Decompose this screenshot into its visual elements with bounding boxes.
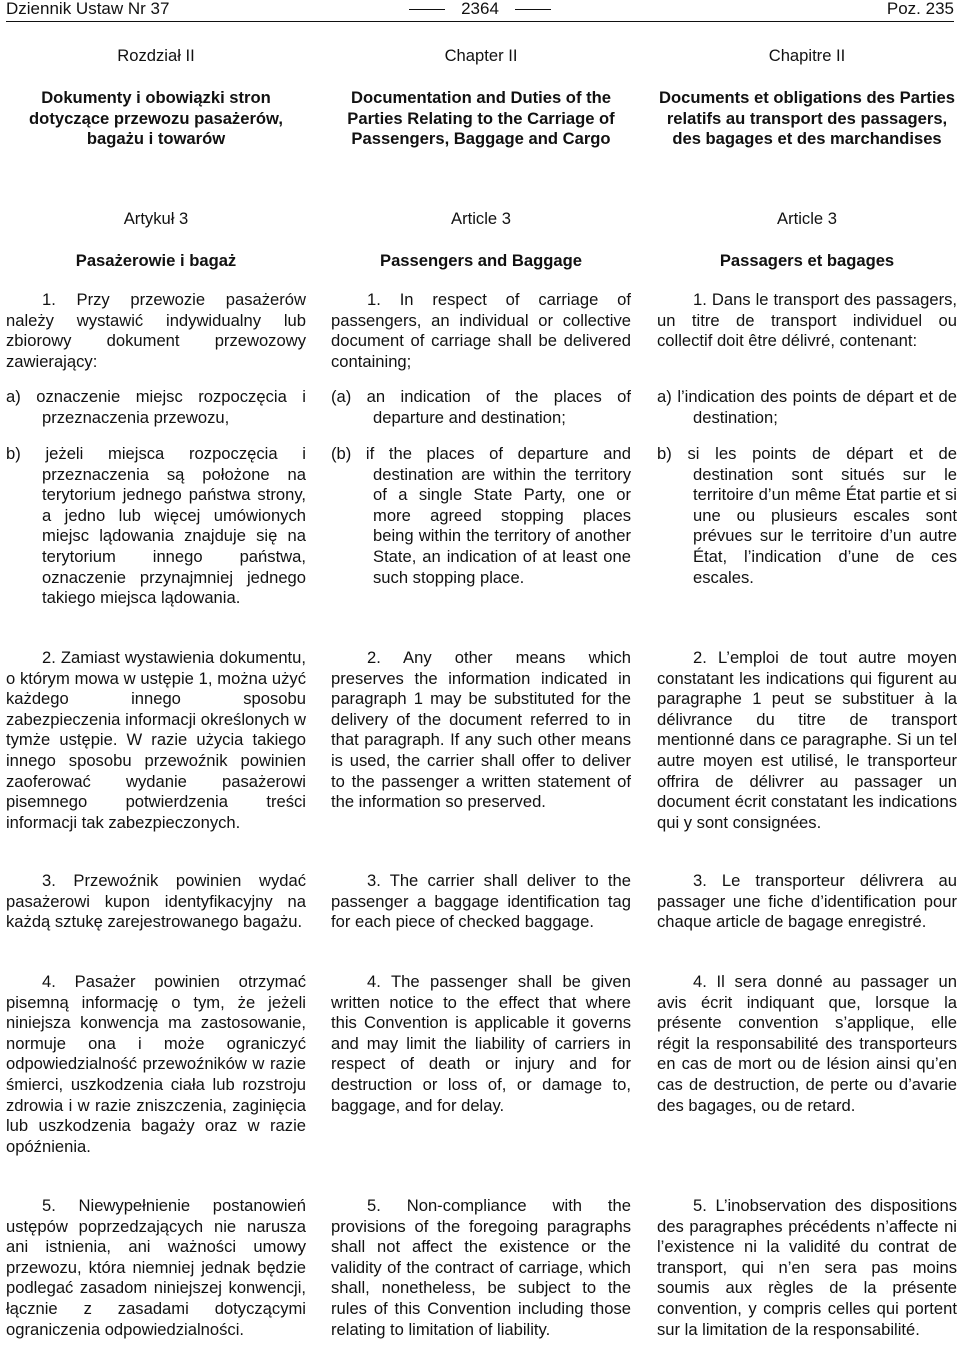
chapter-title: Dokumenty i obowiązki stron dotyczące przewozu pasażerów, bagażu i towarów	[29, 88, 283, 149]
article-label: Article 3	[777, 209, 837, 228]
article-title: Passagers et bagages	[719, 251, 895, 270]
page-number-dash-left	[409, 9, 445, 10]
paragraph-4: 4. Pasażer powinien otrzymać pisemną informację o tym, że jeżeli niniejsza konwencja ma zastosowanie, normuje ona i może ograniczyć odpowiedzialność przewoźników w razie śmierci, uszkodzenia ciała lub rozstroju zdrowia i w razie zniszczenia, zaginięcia lub uszkodzenia bagaży oraz w razie opóźnienia.	[6, 972, 306, 1156]
chapter-label: Chapitre II	[768, 46, 846, 65]
item-a: (a) an indication of the places of departure and destination;	[331, 387, 631, 427]
chapter-label: Rozdział II	[117, 46, 195, 65]
paragraph-3: 3. The carrier shall deliver to the passenger a baggage identification tag for each piece of checked baggage.	[331, 871, 631, 932]
position-number: Poz. 235	[886, 0, 954, 18]
chapter-label: Chapter II	[444, 46, 518, 65]
paragraph-1: 1. Dans le transport des passagers, un titre de transport individuel ou collectif doit être délivré, contenant:	[657, 290, 957, 351]
chapter-title: Documentation and Duties of the Parties Relating to the Carriage of Passengers, Baggage and Cargo	[347, 88, 615, 149]
chapter-title: Documents et obligations des Parties relatifs au transport des passagers, des bagages et des marchandises	[659, 88, 955, 149]
paragraph-5: 5. Niewypełnienie postanowień ustępów poprzedzających nie narusza ani istnienia, ani ważności umowy przewozu, która niemniej jednak będzie podlegać zasadom niniejszej konwencji, łącznie z zasadami dotyczącymi ograniczenia odpowiedzialności.	[6, 1196, 306, 1339]
article-label: Artykuł 3	[123, 209, 189, 228]
paragraph-4: 4. The passenger shall be given written notice to the effect that where this Convention is applicable it governs and may limit the liability of carriers in respect of death or injury and for destruction or loss of, or damage to, baggage, and for delay.	[331, 972, 631, 1115]
paragraph-2: 2. Zamiast wystawienia dokumentu, o którym mowa w ustępie 1, można użyć każdego innego sposobu zabezpieczenia informacji określonych w tymże ustępie. W razie użycia takiego innego sposobu przewoźnik powinien zaoferować wydanie pasażerowi pisemnego potwierdzenia treści informacji tak zabezpieczonych.	[6, 648, 306, 832]
paragraph-2: 2. L’emploi de tout autre moyen constatant les indications qui figurent au paragraphe 1 peut se substituer à la délivrance du titre de transport mentionné dans ce paragraphe. Si un tel autre moyen est utilisé, le transporteur offrira de délivrer au passager un document écrit constatant les indications qui y sont consignées.	[657, 648, 957, 832]
paragraph-3: 3. Le transporteur délivrera au passager une fiche d’identification pour chaque article de bagage enregistré.	[657, 871, 957, 932]
item-a: a) oznaczenie miejsc rozpoczęcia i przeznaczenia przewozu,	[6, 387, 306, 427]
article-title: Passengers and Baggage	[380, 251, 582, 270]
item-b: b) jeżeli miejsca rozpoczęcia i przeznaczenia są położone na terytorium jednego państwa strony, a jedno lub więcej umówionych miejsc lądowania znajduje się na terytorium innego państwa, oznaczenie przynajmniej jednego takiego miejsca lądowania.	[6, 444, 306, 608]
paragraph-1: 1. Przy przewozie pasażerów należy wystawić indywidualny lub zbiorowy dokument przewozowy zawierający:	[6, 290, 306, 371]
article-label: Article 3	[451, 209, 511, 228]
header-rule	[6, 21, 954, 22]
item-b: b) si les points de départ et de destination sont situés sur le territoire d’un même État partie et si une ou plusieurs escales sont prévues sur le territoire d’un autre État, l’indication d’une de ces escales.	[657, 444, 957, 587]
article-title: Pasażerowie i bagaż	[75, 251, 237, 270]
page-header	[6, 0, 954, 20]
page-number-dash-right	[515, 9, 551, 10]
item-a: a) l’indication des points de départ et de destination;	[657, 387, 957, 427]
paragraph-2: 2. Any other means which preserves the information indicated in paragraph 1 may be substituted for the delivery of the document referred to in that paragraph. If any such other means is used, the carrier shall offer to deliver to the passenger a written statement of the information so preserved.	[331, 648, 631, 812]
paragraph-4: 4. Il sera donné au passager un avis écrit indiquant que, lorsque la présente convention s’applique, elle régit la responsabilité des transporteurs en cas de mort ou de lésion ainsi qu’en cas de destruction, de perte ou d’avarie des bagages, ou de retard.	[657, 972, 957, 1115]
paragraph-1: 1. In respect of carriage of passengers, an individual or collective document of carriage shall be delivered containing;	[331, 290, 631, 371]
item-b: (b) if the places of departure and destination are within the territory of a single State Party, one or more agreed stopping places being within the territory of another State, an indication of at least one such stopping place.	[331, 444, 631, 587]
journal-title: Dziennik Ustaw Nr 37	[6, 0, 170, 18]
paragraph-5: 5. L’inobservation des dispositions des paragraphes précédents n’affecte ni l’existence ni la validité du contrat de transport, qui n’en sera pas moins soumis aux règles de la présente convention, y compris celles qui portent sur la limitation de la responsabilité.	[657, 1196, 957, 1339]
page-number: 2364	[461, 0, 499, 18]
paragraph-5: 5. Non-compliance with the provisions of the foregoing paragraphs shall not affect the existence or the validity of the contract of carriage, which shall, nonetheless, be subject to the rules of this Convention including those relating to limitation of liability.	[331, 1196, 631, 1339]
page-number-wrap	[6, 0, 954, 19]
paragraph-3: 3. Przewoźnik powinien wydać pasażerowi kupon identyfikacyjny na każdą sztukę zarejestrowanego bagażu.	[6, 871, 306, 932]
